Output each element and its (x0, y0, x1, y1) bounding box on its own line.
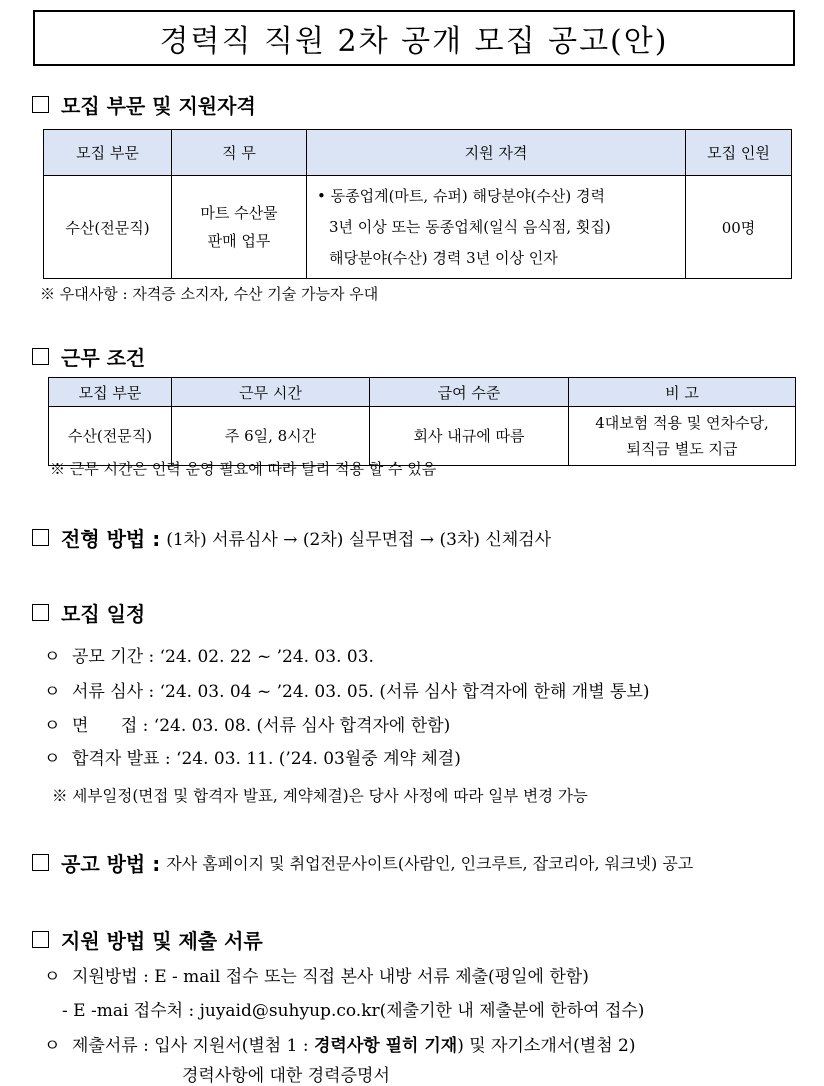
schedule-note: ※ 세부일정(면접 및 합격자 발표, 계약체결)은 당사 사정에 따라 일부 변경 가능 (52, 787, 588, 805)
preference-note: ※ 우대사항 : 자격증 소지자, 수산 기술 가능자 우대 (40, 285, 379, 303)
table-header-row (44, 130, 792, 176)
selection-steps: (1차) 서류심사 → (2차) 실무면접 → (3차) 신체검사 (166, 530, 552, 550)
th-count: 모집 인원 (686, 130, 792, 176)
apply-text: 지원방법 : E - mail 접수 또는 직접 본사 내방 서류 제출(평일에 한함) (72, 967, 589, 987)
bullet-icon: ㅇ (44, 647, 61, 667)
section-title: 공고 방법 : (61, 852, 161, 876)
schedule-text: 합격자 발표 : ‘24. 03. 11. (’24. 03월중 계약 체결) (72, 749, 461, 769)
table-header-row (49, 378, 796, 407)
remark-line: 4대보험 적용 및 연차수당, (595, 414, 769, 432)
th-pay: 급여 수준 (370, 378, 569, 407)
bullet-icon: ㅇ (44, 1036, 61, 1056)
th-hours: 근무 시간 (172, 378, 370, 407)
bullet-icon: ㅇ (44, 967, 61, 987)
checkbox-icon (32, 529, 49, 546)
section-title: 전형 방법 : (61, 527, 161, 551)
cell-qualification (307, 176, 686, 279)
recruit-table (43, 129, 792, 279)
section-notice-heading (32, 848, 693, 877)
th-dept: 모집 부문 (44, 130, 172, 176)
apply-documents-cont: 경력사항에 대한 경력증명서 (182, 1066, 390, 1086)
table-row (49, 407, 796, 466)
cell-dept: 수산(전문직) (44, 176, 172, 279)
checkbox-icon (32, 96, 49, 113)
section-conditions-heading (32, 342, 145, 371)
remark-line: 퇴직금 별도 지급 (626, 440, 738, 458)
qual-line: • 동종업계(마트, 슈퍼) 해당분야(수산) 경력 (317, 186, 605, 205)
section-apply-heading (32, 925, 263, 954)
schedule-text: 공모 기간 : ‘24. 02. 22 ~ ’24. 03. 03. (72, 647, 374, 667)
section-title: 지원 방법 및 제출 서류 (61, 929, 263, 953)
th-qualification: 지원 자격 (307, 130, 686, 176)
notice-text: 자사 홈페이지 및 취업전문사이트(사람인, 인크루트, 잡코리아, 워크넷) 공고 (166, 854, 694, 873)
table-row (44, 176, 792, 279)
schedule-item (44, 744, 461, 769)
hours-note: ※ 근무 시간은 인력 운영 필요에 따라 달리 적용 할 수 있음 (50, 460, 437, 478)
schedule-text: 서류 심사 : ‘24. 03. 04 ~ ’24. 03. 05. (서류 심사 합격자에 한해 개별 통보) (72, 682, 650, 702)
bullet-icon: ㅇ (44, 749, 61, 769)
schedule-text: 면 접 : ‘24. 03. 08. (서류 심사 합격자에 한함) (72, 716, 451, 736)
section-schedule-heading (32, 598, 145, 627)
cell-count: 00명 (686, 176, 792, 279)
docs-text: 제출서류 : 입사 지원서(별첨 1 : (72, 1036, 314, 1056)
docs-text: ) 및 자기소개서(별첨 2) (457, 1036, 636, 1056)
cell-dept: 수산(전문직) (49, 407, 172, 466)
apply-email: - E -mai 접수처 : juyaid@suhyup.co.kr(제출기한 내 제출분에 한하여 접수) (62, 1001, 645, 1021)
schedule-item (44, 677, 650, 702)
checkbox-icon (32, 931, 49, 948)
section-title: 모집 부문 및 지원자격 (61, 94, 256, 118)
th-remark: 비 고 (569, 378, 796, 407)
page-title: 경력직 직원 2차 공개 모집 공고(안) (33, 10, 795, 66)
section-selection-heading (32, 523, 551, 552)
duty-line: 판매 업무 (207, 232, 271, 250)
bullet-icon: ㅇ (44, 716, 61, 736)
conditions-table (48, 377, 796, 466)
section-recruit-heading (32, 90, 256, 119)
cell-duty (172, 176, 307, 279)
cell-pay: 회사 내규에 따름 (370, 407, 569, 466)
schedule-item (44, 642, 374, 667)
section-title: 모집 일정 (61, 602, 146, 626)
checkbox-icon (32, 348, 49, 365)
checkbox-icon (32, 604, 49, 621)
cell-hours: 주 6일, 8시간 (172, 407, 370, 466)
qual-line: 해당분야(수산) 경력 3년 이상 인자 (329, 248, 558, 267)
apply-method (44, 962, 589, 987)
duty-line: 마트 수산물 (200, 204, 278, 222)
bullet-icon: ㅇ (44, 682, 61, 702)
docs-emphasis: 경력사항 필히 기재 (313, 1036, 458, 1056)
apply-documents (44, 1031, 636, 1056)
checkbox-icon (32, 854, 49, 871)
schedule-item (44, 711, 450, 736)
th-dept: 모집 부문 (49, 378, 172, 407)
th-duty: 직 무 (172, 130, 307, 176)
cell-remark (569, 407, 796, 466)
section-title: 근무 조건 (61, 346, 146, 370)
qual-line: 3년 이상 또는 동종업체(일식 음식점, 횟집) (329, 217, 611, 236)
